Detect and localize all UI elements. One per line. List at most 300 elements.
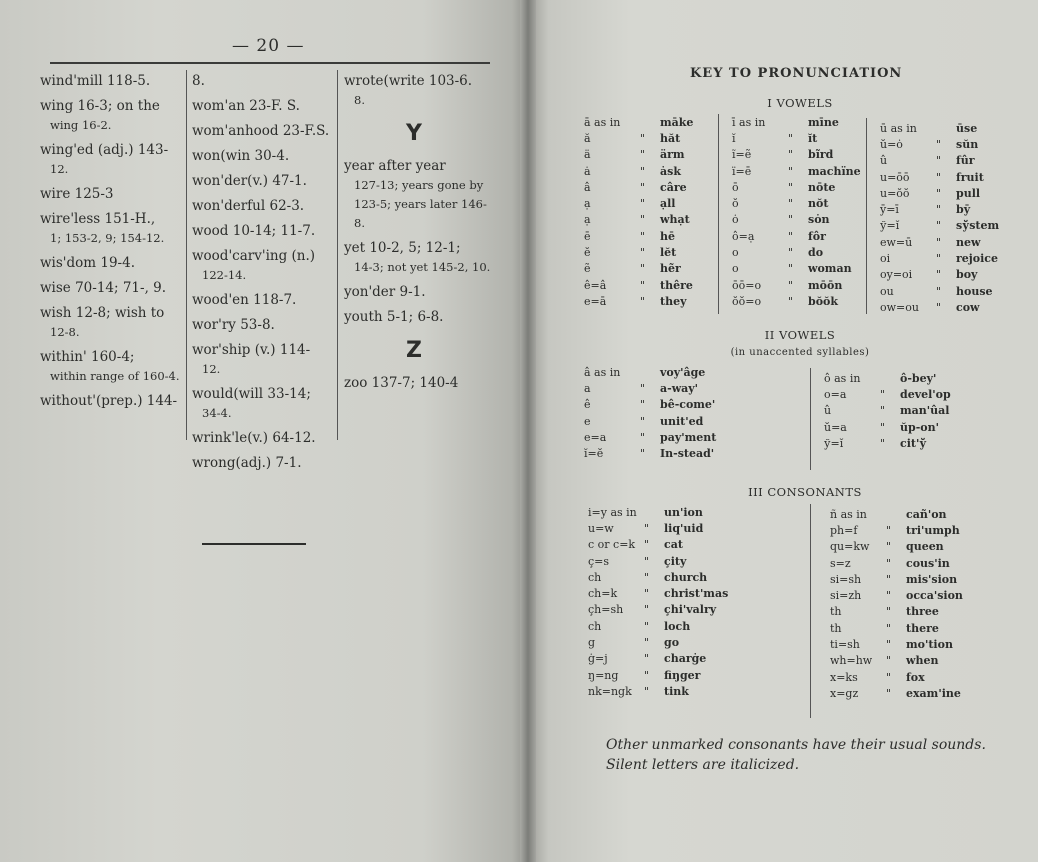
key-example-word: sȯn — [808, 213, 830, 227]
key-footnote — [606, 735, 986, 775]
entry-head: wor'ry 53-8. — [192, 317, 275, 333]
key-example-word: In-stead' — [660, 447, 715, 461]
key-ditto: " — [788, 164, 794, 178]
key-example-word: fiŋger — [664, 668, 701, 682]
key-ditto: " — [640, 197, 646, 211]
key-ditto: " — [880, 436, 886, 450]
key-ditto: " — [644, 538, 650, 552]
key-title: KEY TO PRONUNCIATION — [690, 66, 903, 81]
entry-sub: 8. — [354, 93, 365, 107]
index-column-3 — [344, 72, 494, 399]
key-row — [830, 571, 963, 587]
key-symbol: ȳ=ī — [880, 203, 899, 217]
key-row — [732, 293, 861, 309]
key-row — [880, 250, 999, 266]
key-ditto: " — [936, 235, 942, 249]
key-example-word: a-way' — [660, 381, 699, 395]
key-ditto: " — [640, 246, 646, 260]
key-symbol: ī as in — [732, 115, 766, 129]
key-example-word: woman — [808, 262, 852, 276]
key-symbol: ō — [732, 180, 739, 194]
key-symbol: â — [584, 180, 591, 194]
key-row — [824, 419, 951, 435]
index-entry — [192, 197, 337, 216]
index-entry — [192, 429, 337, 448]
entry-sub: 34-4. — [202, 406, 232, 420]
index-entry — [40, 185, 185, 204]
key-row — [584, 364, 716, 380]
key-symbol: ĕ — [584, 246, 591, 260]
key-ditto: " — [640, 164, 646, 178]
key-symbol: x=gz — [830, 686, 859, 700]
key-ditto: " — [640, 414, 646, 428]
key-ditto: " — [788, 197, 794, 211]
key-symbol: ti=sh — [830, 638, 860, 652]
key-ditto: " — [936, 284, 942, 298]
key-example-word: hẽr — [660, 262, 681, 276]
consonants-col-2 — [830, 506, 963, 702]
key-symbol: s=z — [830, 556, 851, 570]
key-ditto: " — [886, 523, 892, 537]
key-symbol: çh=sh — [588, 603, 624, 617]
key-symbol: û — [824, 404, 832, 418]
key-ditto: " — [886, 621, 892, 635]
key-example-word: unit'ed — [660, 414, 704, 428]
key-row — [824, 403, 951, 419]
key-symbol: ў=ĭ — [824, 436, 844, 450]
key-ditto: " — [936, 219, 942, 233]
key-row — [584, 429, 716, 445]
key-ditto: " — [644, 684, 650, 698]
index-entry — [40, 97, 185, 135]
key-example-word: thêre — [660, 278, 693, 292]
entry-head: year after year — [344, 158, 446, 174]
index-entry — [192, 122, 337, 141]
key-example-word: cit'ў — [900, 436, 927, 450]
key-row — [880, 267, 999, 283]
entry-sub: 122-14. — [202, 268, 247, 282]
entry-sub: 14-3; not yet 145-2, 10. — [354, 260, 491, 274]
key-example-word: ạll — [660, 197, 676, 211]
key-symbol: ï=ē — [732, 164, 752, 178]
key-symbol: o — [732, 262, 739, 276]
key-row — [824, 370, 951, 386]
key-ditto: " — [640, 430, 646, 444]
key-symbol: ē — [584, 229, 591, 243]
entry-head: wise 70-14; 71-, 9. — [40, 280, 167, 296]
key-ditto: " — [788, 229, 794, 243]
key-example-word: ĭt — [808, 131, 818, 145]
key-divider — [718, 114, 719, 314]
key-example-word: mo'tion — [906, 638, 953, 652]
key-ditto: " — [936, 268, 942, 282]
key-ditto: " — [644, 587, 650, 601]
key-example-word: nōte — [808, 180, 836, 194]
key-example-word: loch — [664, 619, 691, 633]
key-ditto: " — [936, 186, 942, 200]
index-entry — [192, 316, 337, 335]
unaccented-subheading: (in unaccented syllables) — [730, 347, 870, 358]
key-example-word: occa'sion — [906, 589, 963, 603]
key-row — [824, 386, 951, 402]
consonants-col-1 — [588, 504, 728, 700]
key-ditto: " — [880, 387, 886, 401]
vowels-col-2 — [732, 114, 861, 310]
key-symbol: ch — [588, 570, 602, 584]
index-entry — [192, 247, 337, 285]
key-row — [588, 667, 728, 683]
key-ditto: " — [788, 213, 794, 227]
key-ditto: " — [640, 278, 646, 292]
key-example-word: there — [906, 621, 939, 635]
entry-sub: within range of 160-4. — [50, 369, 180, 383]
entry-head: yon'der 9-1. — [344, 284, 426, 300]
key-example-word: cañ'on — [906, 507, 947, 521]
key-example-word: boy — [956, 268, 978, 282]
key-row — [584, 445, 716, 461]
key-example-word: whạt — [660, 213, 690, 227]
key-example-word: bĩrd — [808, 148, 834, 162]
index-entry — [40, 254, 185, 273]
key-row — [584, 277, 693, 293]
key-symbol: ĩ=ẽ — [732, 148, 752, 162]
key-row — [880, 299, 999, 315]
key-symbol: ȯ — [732, 213, 739, 227]
key-row — [732, 212, 861, 228]
page-number: — 20 — — [232, 36, 305, 56]
letter-heading-y: Y — [406, 121, 422, 146]
key-symbol: ȧ — [584, 164, 591, 178]
key-row — [584, 163, 693, 179]
index-entry — [192, 147, 337, 166]
key-example-word: rejoice — [956, 252, 998, 266]
key-symbol: wh=hw — [830, 654, 873, 668]
key-row — [584, 228, 693, 244]
key-ditto: " — [788, 246, 794, 260]
key-row — [830, 506, 963, 522]
entry-head: wood'en 118-7. — [192, 292, 297, 308]
key-example-word: fôr — [808, 229, 826, 243]
key-row — [588, 602, 728, 618]
index-entry — [344, 283, 494, 302]
entry-head: would(will 33-14; — [192, 386, 311, 402]
entry-head: youth 5-1; 6-8. — [344, 309, 444, 325]
key-row — [880, 218, 999, 234]
index-column-2 — [192, 72, 337, 479]
key-symbol: ê — [584, 398, 591, 412]
key-ditto: " — [788, 278, 794, 292]
key-ditto: " — [886, 605, 892, 619]
key-row — [880, 136, 999, 152]
index-entry — [344, 374, 494, 393]
key-symbol: i=y as in — [588, 505, 637, 519]
entry-head: wing'ed (adj.) 143- — [40, 142, 169, 158]
key-row — [732, 147, 861, 163]
key-row — [732, 163, 861, 179]
vowels-heading: I VOWELS — [767, 96, 833, 110]
index-entry — [192, 341, 337, 379]
key-symbol: th — [830, 621, 842, 635]
key-example-word: lĕt — [660, 246, 677, 260]
key-symbol: ä — [584, 148, 591, 162]
index-column-1 — [40, 72, 185, 417]
key-ditto: " — [880, 420, 886, 434]
key-example-word: mīne — [808, 115, 839, 129]
key-ditto: " — [936, 137, 942, 151]
key-ditto: " — [640, 180, 646, 194]
key-example-word: man'ûal — [900, 404, 950, 418]
key-example-word: fûr — [956, 154, 975, 168]
key-ditto: " — [644, 554, 650, 568]
key-ditto: " — [886, 556, 892, 570]
entry-head: wing 16-3; on the — [40, 98, 160, 114]
key-ditto: " — [936, 170, 942, 184]
key-symbol: ŏ — [732, 197, 739, 211]
key-ditto: " — [936, 154, 942, 168]
key-symbol: ū as in — [880, 121, 917, 135]
key-symbol: ă — [584, 131, 591, 145]
header-rule — [50, 62, 490, 64]
key-ditto: " — [640, 262, 646, 276]
entry-head: wood'carv'ing (n.) — [192, 248, 316, 264]
key-row — [588, 651, 728, 667]
key-symbol: ou — [880, 284, 894, 298]
key-example-word: ūse — [956, 121, 978, 135]
key-ditto: " — [886, 638, 892, 652]
key-ditto: " — [640, 213, 646, 227]
key-example-word: devel'op — [900, 387, 951, 401]
key-symbol: ŭ=ȯ — [880, 137, 903, 151]
key-ditto: " — [788, 262, 794, 276]
key-example-word: do — [808, 246, 824, 260]
key-symbol: ew=ū — [880, 235, 913, 249]
key-row — [732, 244, 861, 260]
key-row — [830, 669, 963, 685]
entry-head: won'der(v.) 47-1. — [192, 173, 307, 189]
key-example-word: pay'ment — [660, 430, 717, 444]
entry-head: wrote(write 103-6. — [344, 73, 473, 89]
entry-head: 8. — [192, 73, 205, 89]
key-example-word: bŏŏk — [808, 294, 838, 308]
key-ditto: " — [936, 203, 942, 217]
key-symbol: ê=â — [584, 278, 607, 292]
index-entry — [40, 72, 185, 91]
key-symbol: ў=ĭ — [880, 219, 900, 233]
key-example-word: house — [956, 284, 993, 298]
column-divider — [337, 70, 338, 440]
key-example-word: tri'umph — [906, 523, 960, 537]
key-row — [584, 293, 693, 309]
key-symbol: ạ — [584, 197, 591, 211]
key-row — [584, 179, 693, 195]
index-entry — [192, 385, 337, 423]
key-row — [880, 283, 999, 299]
entry-sub: wing 16-2. — [50, 118, 112, 132]
key-row — [830, 653, 963, 669]
key-row — [732, 261, 861, 277]
key-row — [880, 153, 999, 169]
key-row — [588, 504, 728, 520]
letter-heading-z: Z — [406, 338, 422, 363]
key-ditto: " — [644, 668, 650, 682]
key-ditto: " — [640, 398, 646, 412]
key-symbol: o=a — [824, 387, 847, 401]
key-symbol: g — [588, 636, 596, 650]
key-row — [584, 195, 693, 211]
key-row — [588, 618, 728, 634]
index-entry — [40, 279, 185, 298]
footnote-line-1: Other unmarked consonants have their usual sounds. — [606, 737, 986, 753]
key-symbol: e — [584, 414, 591, 428]
key-example-word: sўstem — [956, 219, 1000, 233]
key-ditto: " — [886, 540, 892, 554]
key-example-word: church — [664, 570, 708, 584]
key-row — [880, 201, 999, 217]
key-symbol: ô as in — [824, 371, 861, 385]
key-row — [830, 620, 963, 636]
key-example-word: machïne — [808, 164, 861, 178]
key-row — [830, 636, 963, 652]
key-symbol: ŭ=a — [824, 420, 847, 434]
entry-head: wire'less 151-H., — [40, 211, 156, 227]
key-example-word: ô-bey' — [900, 371, 937, 385]
key-symbol: ph=f — [830, 523, 858, 537]
key-example-word: câre — [660, 180, 687, 194]
key-ditto: " — [886, 589, 892, 603]
key-example-word: mis'sion — [906, 572, 958, 586]
key-symbol: si=zh — [830, 589, 862, 603]
key-example-word: çhi'valry — [664, 603, 717, 617]
key-symbol: o — [732, 246, 739, 260]
key-row — [880, 234, 999, 250]
entry-head: within' 160-4; — [40, 349, 135, 365]
key-row — [880, 169, 999, 185]
key-row — [830, 539, 963, 555]
key-symbol: e=ā — [584, 294, 607, 308]
entry-head: wrink'le(v.) 64-12. — [192, 430, 316, 446]
key-row — [584, 130, 693, 146]
key-row — [588, 634, 728, 650]
index-entry — [192, 222, 337, 241]
entry-head: won(win 30-4. — [192, 148, 290, 164]
key-symbol: ç=s — [588, 554, 610, 568]
key-row — [732, 179, 861, 195]
key-symbol: a — [584, 381, 591, 395]
key-symbol: si=sh — [830, 572, 862, 586]
key-ditto: " — [640, 131, 646, 145]
key-example-word: sŭn — [956, 137, 979, 151]
key-example-word: un'ion — [664, 505, 703, 519]
key-row — [584, 147, 693, 163]
key-example-word: exam'ine — [906, 686, 961, 700]
vowels-col-1 — [584, 114, 693, 310]
key-row — [584, 244, 693, 260]
key-ditto: " — [936, 300, 942, 314]
key-example-word: bê-come' — [660, 398, 716, 412]
key-symbol: oi — [880, 252, 891, 266]
key-symbol: ōō=o — [732, 278, 762, 292]
key-symbol: qu=kw — [830, 540, 870, 554]
key-ditto: " — [886, 686, 892, 700]
key-symbol: ġ=j — [588, 652, 608, 666]
key-ditto: " — [640, 381, 646, 395]
key-example-word: they — [660, 294, 687, 308]
key-divider — [810, 504, 811, 718]
key-example-word: go — [664, 636, 680, 650]
key-row — [584, 413, 716, 429]
key-example-word: māke — [660, 115, 694, 129]
index-entry — [40, 348, 185, 386]
key-ditto: " — [640, 294, 646, 308]
entry-sub: 1; 153-2, 9; 154-12. — [50, 231, 165, 245]
index-entry — [40, 141, 185, 179]
end-rule — [202, 543, 306, 545]
entry-head: wom'an 23-F. S. — [192, 98, 300, 114]
key-example-word: liq'uid — [664, 521, 704, 535]
key-example-word: mōōn — [808, 278, 843, 292]
key-row — [588, 585, 728, 601]
key-ditto: " — [886, 572, 892, 586]
key-row — [732, 277, 861, 293]
entry-head: wom'anhood 23-F.S. — [192, 123, 330, 139]
key-symbol: ĭ=ĕ — [584, 447, 604, 461]
key-symbol: ŋ=ng — [588, 668, 619, 682]
entry-head: zoo 137-7; 140-4 — [344, 375, 459, 391]
key-example-word: queen — [906, 540, 944, 554]
key-symbol: ŏŏ=o — [732, 294, 762, 308]
key-row — [588, 520, 728, 536]
index-entry — [192, 72, 337, 91]
entry-head: wind'mill 118-5. — [40, 73, 151, 89]
key-example-word: ȧsk — [660, 164, 681, 178]
key-example-word: new — [956, 235, 981, 249]
key-row — [830, 522, 963, 538]
key-divider — [810, 368, 811, 470]
key-row — [588, 537, 728, 553]
index-entry — [344, 157, 494, 233]
key-row — [588, 569, 728, 585]
key-symbol: e=a — [584, 430, 607, 444]
index-entry — [344, 239, 494, 277]
key-ditto: " — [640, 447, 646, 461]
key-symbol: ch=k — [588, 587, 618, 601]
consonants-heading: III CONSONANTS — [748, 485, 862, 499]
key-symbol: oy=oi — [880, 268, 913, 282]
key-ditto: " — [788, 148, 794, 162]
entry-head: wish 12-8; wish to — [40, 305, 165, 321]
key-row — [584, 380, 716, 396]
key-symbol: nk=ngk — [588, 684, 632, 698]
key-example-word: christ'mas — [664, 587, 729, 601]
key-example-word: tink — [664, 684, 689, 698]
unaccented-col-2 — [824, 370, 951, 451]
key-row — [588, 553, 728, 569]
key-ditto: " — [788, 294, 794, 308]
column-divider — [186, 70, 187, 440]
index-entry — [40, 392, 185, 411]
index-entry — [192, 454, 337, 473]
key-ditto: " — [644, 521, 650, 535]
key-row — [880, 185, 999, 201]
index-entry — [344, 72, 494, 110]
key-row — [732, 114, 861, 130]
key-example-word: fruit — [956, 170, 984, 184]
index-entry — [192, 291, 337, 310]
entry-head: won'derful 62-3. — [192, 198, 305, 214]
entry-head: without'(prep.) 144- — [40, 393, 178, 409]
key-ditto: " — [644, 652, 650, 666]
key-row — [588, 683, 728, 699]
